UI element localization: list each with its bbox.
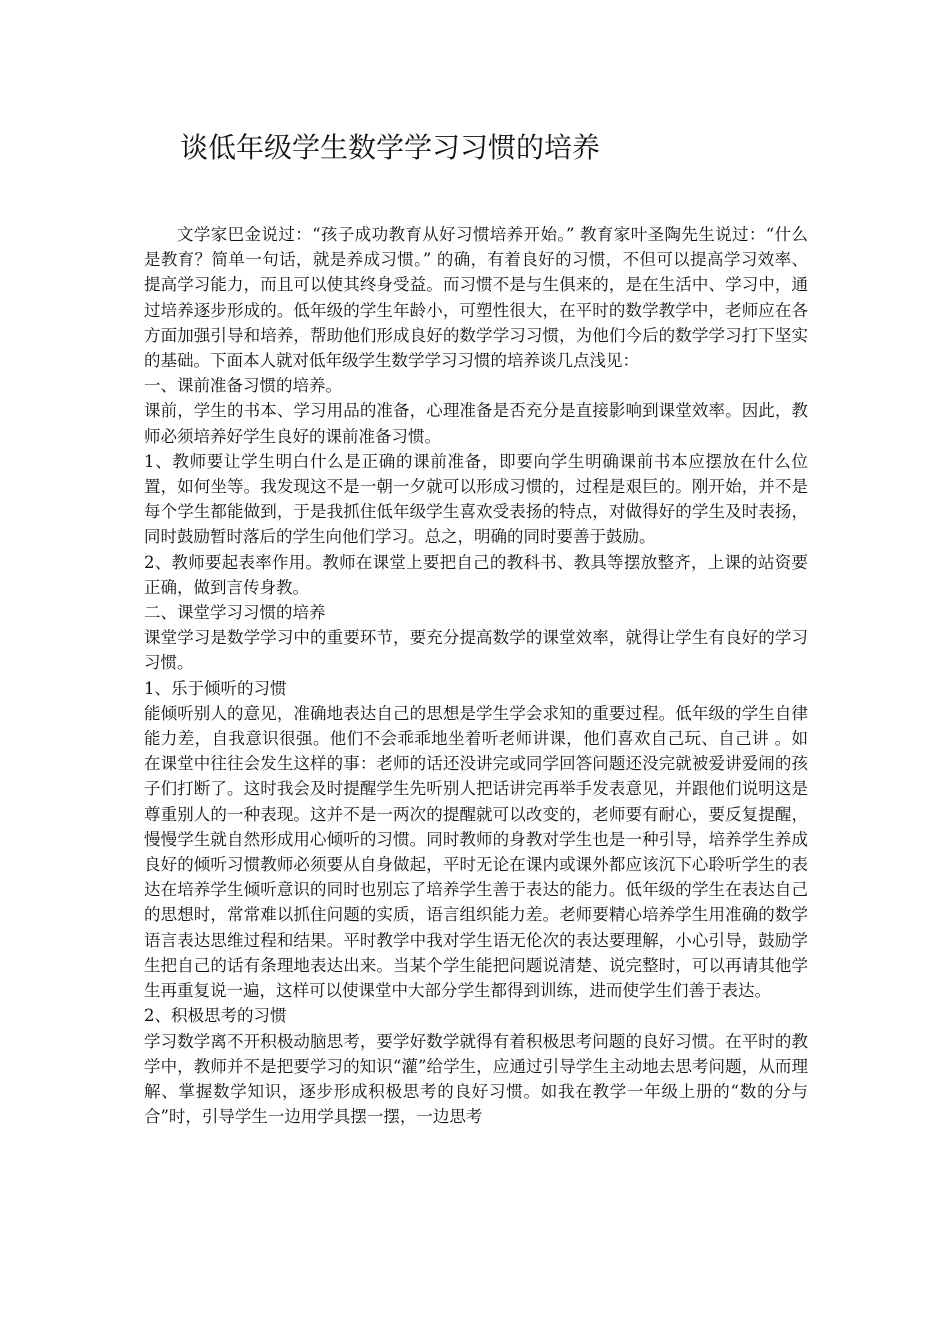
section-heading-1: 一、课前准备习惯的培养。	[144, 376, 342, 396]
paragraph: 学习数学离不开积极动脑思考，要学好数学就得有着积极思考问题的良好习惯。在平时的教学中，教师并不是把要学习的知识“灌”给学生，应通过引导学生主动地去思考问题，从而理解、掌握数学知识，逐步形成积极思考的良好习惯。如我在教学一年级上册的“数的分与合”时，引导学生一边用学具摆一摆，一边思考	[144, 1031, 808, 1127]
paragraph-intro: 文学家巴金说过：“孩子成功教育从好习惯培养开始。” 教育家叶圣陶先生说过：“什么是教育？简单一句话，就是养成习惯。” 的确，有着良好的习惯，不但可以提高学习效率、提高学习能力，而且可以使其终身受益。而习惯不是与生俱来的，是在生活中、学习中，通过培养逐步形成的。低年级的学生年龄小，可塑性很大，在平时的数学教学中，老师应在各方面加强引导和培养，帮助他们形成良好的数学学习习惯，为他们今后的数学学习打下坚实的基础。下面本人就对低年级学生数学学习习惯的培养谈几点浅见：	[144, 225, 808, 371]
paragraph: 1、教师要让学生明白什么是正确的课前准备，即要向学生明确课前书本应摆放在什么位置，如何坐等。我发现这不是一朝一夕就可以形成习惯的，过程是艰巨的。刚开始，并不是每个学生都能做到，于是我抓住低年级学生喜欢受表扬的特点，对做得好的学生及时表扬，同时鼓励暂时落后的学生向他们学习。总之，明确的同时要善于鼓励。	[144, 451, 808, 547]
section-heading-2: 二、课堂学习习惯的培养	[144, 603, 326, 623]
paragraph: 课堂学习是数学学习中的重要环节，要充分提高数学的课堂效率，就得让学生有良好的学习习惯。	[144, 628, 808, 673]
paragraph: 2、教师要起表率作用。教师在课堂上要把自己的教科书、教具等摆放整齐，上课的站资要正确，做到言传身教。	[144, 552, 808, 597]
subsection-heading: 2、积极思考的习惯	[144, 1006, 287, 1026]
document-body	[144, 222, 808, 1129]
paragraph: 能倾听别人的意见，准确地表达自己的思想是学生学会求知的重要过程。低年级的学生自律能力差，自我意识很强。他们不会乖乖地坐着听老师讲课，他们喜欢自己玩、自己讲 。如在课堂中往往会发生这样的事：老师的话还没讲完或同学回答问题还没完就被爱讲爱闹的孩子们打断了。这时我会及时提醒学生先听别人把话讲完再举手发表意见，并跟他们说明这是尊重别人的一种表现。这并不是一两次的提醒就可以改变的，老师要有耐心，要反复提醒，慢慢学生就自然形成用心倾听的习惯。同时教师的身教对学生也是一种引导，培养学生养成良好的倾听习惯教师必须要从自身做起，平时无论在课内或课外都应该沉下心聆听学生的表达在培养学生倾听意识的同时也别忘了培养学生善于表达的能力。低年级的学生在表达自己的思想时，常常难以抓住问题的实质，语言组织能力差。老师要精心培养学生用准确的数学语言表达思维过程和结果。平时教学中我对学生语无伦次的表达要理解，小心引导，鼓励学生把自己的话有条理地表达出来。当某个学生能把问题说清楚、说完整时，可以再请其他学生再重复说一遍，这样可以使课堂中大部分学生都得到训练，进而使学生们善于表达。	[144, 703, 808, 1001]
document-title: 谈低年级学生数学学习习惯的培养	[180, 131, 601, 164]
subsection-heading: 1、乐于倾听的习惯	[144, 678, 287, 698]
paragraph: 课前，学生的书本、学习用品的准备，心理准备是否充分是直接影响到课堂效率。因此，教师必须培养好学生良好的课前准备习惯。	[144, 401, 808, 446]
